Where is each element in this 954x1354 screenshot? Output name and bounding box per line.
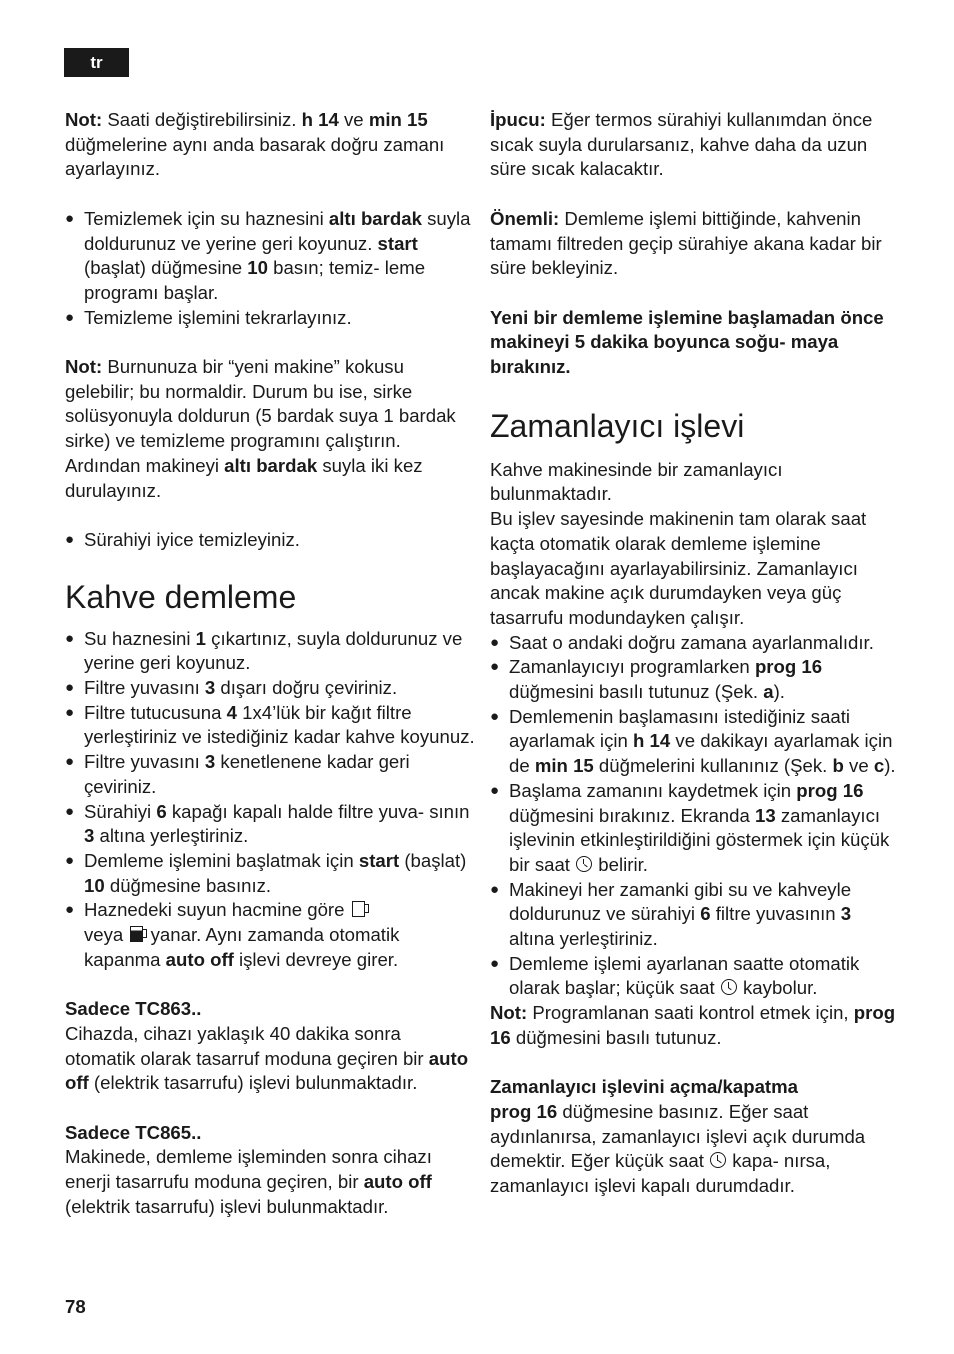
timer-steps-list — [490, 631, 900, 1002]
note-text: düğmelerine aynı anda basarak doğru zamanı ayarlayınız. — [65, 133, 445, 180]
bullet-icon: ● — [490, 707, 500, 725]
bullet-icon: ● — [490, 781, 500, 799]
section-heading-timer: Zamanlayıcı işlevi — [490, 407, 745, 444]
cleaning-list — [65, 207, 475, 331]
clock-icon — [710, 1152, 726, 1168]
bullet-icon: ● — [65, 530, 75, 548]
clock-icon — [721, 979, 737, 995]
subsection-title: Zamanlayıcı işlevini açma/kapatma — [490, 1076, 798, 1098]
bullet-icon: ● — [490, 880, 500, 898]
list-item: ● Temizlemek için su haznesini altı bardak suyla doldurunuz ve yerine geri koyunuz. start (başlat) düğmesine 10 basın; temiz- leme programı başlar. — [65, 207, 471, 303]
left-column — [65, 108, 475, 1219]
bullet-icon: ● — [65, 308, 75, 326]
bullet-icon: ● — [65, 679, 75, 697]
list-item: ● Haznedeki suyun hacmine göre veya yanar. Aynı zamanda otomatik kapanma auto off işlevi devreye girer. — [65, 899, 400, 970]
list-item: ● Filtre yuvasını 3 dışarı doğru çeviriniz. — [65, 676, 475, 701]
list-item: ● Temizleme işlemini tekrarlayınız. — [65, 306, 475, 331]
list-item: ● Demleme işlemini başlatmak için start (başlat) 10 düğmesine basınız. — [65, 849, 467, 896]
minute-button-ref: min 15 — [368, 109, 428, 130]
bullet-icon: ● — [65, 901, 75, 919]
hour-button-ref: h 14 — [301, 109, 339, 130]
note-label: Not: — [65, 109, 103, 130]
bullet-icon: ● — [65, 209, 75, 227]
list-item: ● Demlemenin başlamasını istediğiniz saati ayarlamak için h 14 ve dakikayı ayarlamak için de min 15 düğmelerini kullanınız (Şek. b ve c). — [490, 705, 896, 777]
page-number: 78 — [65, 1296, 86, 1317]
list-item: ● Sürahiyi iyice temizleyiniz. — [65, 528, 475, 553]
subsection-title: Sadece TC863.. — [65, 998, 202, 1020]
bullet-icon: ● — [490, 954, 500, 972]
list-item: ● Demleme işlemi ayarlanan saatte otomatik olarak başlar; küçük saat kaybolur. — [490, 952, 860, 999]
bullet-icon: ● — [65, 629, 75, 647]
bullet-icon: ● — [490, 658, 500, 676]
brewing-steps-list — [65, 627, 475, 973]
right-column — [490, 108, 900, 1199]
bullet-icon: ● — [65, 802, 75, 820]
list-item: ● Filtre tutucusuna 4 1x4’lük bir kağıt filtre yerleştiriniz ve istediğiniz kadar kahve koyunuz. — [65, 701, 475, 748]
half-cups-icon — [352, 901, 365, 917]
note-text: Saati değiştirebilirsiniz. — [102, 109, 302, 130]
note-check-time: Not: Programlanan saati kontrol etmek için, prog 16 düğmesini basılı tutunuz. — [490, 1002, 896, 1048]
list-item: ● Su haznesini 1 çıkartınız, suyla doldurunuz ve yerine geri koyunuz. — [65, 627, 463, 674]
bullet-icon: ● — [490, 633, 500, 651]
timer-on-off-section: Zamanlayıcı işlevini açma/kapatma prog 16 düğmesine basınız. Eğer saat aydınlanırsa, zamanlayıcı işlevi açık durumda demektir. Eğer küçük saat kapa- nırsa, zamanlayıcı işlevi kapalı durumdadır. — [490, 1076, 866, 1197]
clock-icon — [576, 856, 592, 872]
tc863-section: Sadece TC863.. Cihazda, cihazı yaklaşık 40 dakika sonra otomatik olarak tasarruf moduna geçiren bir auto off (elektrik tasarrufu) işlevi bulunmaktadır. — [65, 998, 469, 1094]
language-tab: tr — [64, 48, 129, 77]
tc865-section: Sadece TC865.. Makinede, demleme işleminden sonra cihazı enerji tasarrufu moduna geçiren, bir auto off (elektrik tasarrufu) işlevi bulunmaktadır. — [65, 1121, 432, 1217]
jug-cleaning-list — [65, 528, 475, 553]
list-item: ● Saat o andaki doğru zamana ayarlanmalıdır. — [490, 631, 900, 656]
list-item: ● Zamanlayıcıyı programlarken prog 16 düğmesini basılı tutunuz (Şek. a). — [490, 656, 823, 703]
list-item: ● Başlama zamanını kaydetmek için prog 16 düğmesini bırakınız. Ekranda 13 zamanlayıcı işlevinin etkinleştirildiğini göstermek için küçük bir saat belirir. — [490, 779, 890, 875]
bullet-icon: ● — [65, 753, 75, 771]
bullet-icon: ● — [65, 703, 75, 721]
cooling-warning: Yeni bir demleme işlemine başlamadan önce makineyi 5 dakika boyunca soğu- maya bırakınız. — [490, 306, 884, 377]
tip-paragraph: İpucu: Eğer termos sürahiyi kullanımdan önce sıcak suyla durularsanız, kahve daha da uzun süre sıcak kalacaktır. — [490, 109, 873, 180]
list-item: ● Makineyi her zamanki gibi su ve kahveyle doldurunuz ve sürahiyi 6 filtre yuvasının 3 altına yerleştiriniz. — [490, 878, 852, 950]
note-text: ve — [338, 109, 369, 130]
bullet-icon: ● — [65, 851, 75, 869]
section-heading-brewing: Kahve demleme — [65, 578, 297, 615]
subsection-title: Sadece TC865.. — [65, 1121, 202, 1143]
list-item: ● Sürahiyi 6 kapağı kapalı halde filtre yuva- sının 3 altına yerleştiriniz. — [65, 800, 470, 847]
list-item: ● Filtre yuvasını 3 kenetlenene kadar geri çeviriniz. — [65, 751, 410, 797]
timer-intro: Kahve makinesinde bir zamanlayıcı bulunmaktadır. — [490, 458, 783, 505]
full-cups-icon — [130, 926, 143, 942]
timer-description: Bu işlev sayesinde makinenin tam olarak saat kaçta otomatik olarak demleme işlemine başlayacağını ayarlayabilirsiniz. Zamanlayıcı ancak makine açık durumdayken veya güç tasarrufu modundayken çalışır. — [490, 508, 867, 628]
important-paragraph: Önemli: Demleme işlemi bittiğinde, kahvenin tamamı filtreden geçip sürahiye akana kadar bir süre bekleyiniz. — [490, 207, 882, 279]
note-time-setting — [65, 108, 475, 182]
note-new-machine-smell: Not: Burnunuza bir “yeni makine” kokusu gelebilir; bu normaldir. Durum bu ise, sirke solüsyonuyla doldurun (5 bardak suya 1 bardak sirke) ve temizleme programını çalıştırın. Ardından makineyi altı bardak suyla iki kez durulayınız. — [65, 356, 456, 501]
